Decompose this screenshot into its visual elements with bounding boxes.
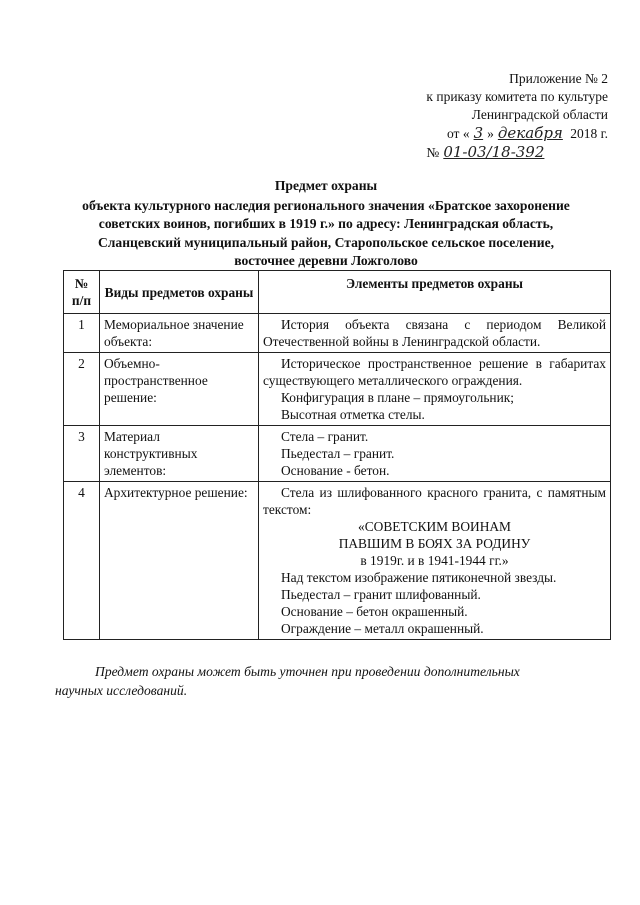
title-line-4: восточнее деревни Ложголово xyxy=(234,253,418,268)
header-elements: Элементы предметов охраны xyxy=(259,271,611,314)
row-kind: Объемно-пространственное решение: xyxy=(100,353,259,426)
title-heading: Предмет охраны xyxy=(274,178,378,193)
footer-line-2: научных исследований. xyxy=(55,683,188,698)
element-text: Историческое пространственное решение в габаритах существующего металлического ограждения. xyxy=(263,356,606,388)
element-text: Конфигурация в плане – прямоугольник; xyxy=(281,390,514,405)
date-prefix: от « xyxy=(446,126,470,141)
header-kind: Виды предметов охраны xyxy=(100,271,259,314)
title-line-1: объекта культурного наследия регионального значения «Братское захоронение xyxy=(82,197,570,213)
title-line-3: Сланцевский муниципальный район, Старопольское сельское поселение, xyxy=(97,234,554,250)
footer-note xyxy=(55,662,610,700)
appendix-date xyxy=(426,124,608,143)
element-text: Стела – гранит. xyxy=(281,429,369,444)
date-month-handwritten: декабря xyxy=(497,124,563,142)
row-kind: Материал конструктивных элементов: xyxy=(100,426,259,482)
row-num: 1 xyxy=(64,314,100,353)
protection-table xyxy=(63,270,611,640)
element-text: Высотная отметка стелы. xyxy=(281,407,425,422)
element-text: Пьедестал – гранит. xyxy=(281,446,395,461)
element-text: Над текстом изображение пятиконечной звезды. xyxy=(281,570,557,585)
row-num: 3 xyxy=(64,426,100,482)
appendix-title: Приложение № 2 xyxy=(509,71,608,86)
appendix-number xyxy=(426,143,608,162)
date-year: 2018 г. xyxy=(570,126,608,141)
memorial-text-line-3: в 1919г. и в 1941-1944 гг.» xyxy=(360,553,509,568)
date-mid: » xyxy=(487,126,494,141)
element-text: Основание – бетон окрашенный. xyxy=(281,604,468,619)
table-row xyxy=(64,353,611,426)
number-handwritten: 01-03/18-392 xyxy=(443,143,545,161)
element-text: Пьедестал – гранит шлифованный. xyxy=(281,587,481,602)
number-prefix: № xyxy=(426,145,440,160)
table-row xyxy=(64,482,611,640)
element-text: Ограждение – металл окрашенный. xyxy=(281,621,484,636)
table-header-row xyxy=(64,271,611,314)
row-elements xyxy=(259,426,611,482)
row-elements xyxy=(259,482,611,640)
element-text: История объекта связана с периодом Великой Отечественной войны в Ленинградской области. xyxy=(263,317,606,349)
row-num: 2 xyxy=(64,353,100,426)
memorial-text-line-2: ПАВШИМ В БОЯХ ЗА РОДИНУ xyxy=(338,536,531,551)
header-num-line2: п/п xyxy=(71,293,92,308)
element-text: Стела из шлифованного красного гранита, с памятным текстом: xyxy=(263,485,606,517)
document-title xyxy=(40,177,612,271)
row-kind: Архитектурное решение: xyxy=(100,482,259,640)
row-elements xyxy=(259,314,611,353)
row-elements xyxy=(259,353,611,426)
appendix-order-ref: к приказу комитета по культуре xyxy=(426,89,608,104)
title-line-2: советских воинов, погибших в 1919 г.» по адресу: Ленинградская область, xyxy=(98,216,554,231)
table-row xyxy=(64,314,611,353)
memorial-text-line-1: «СОВЕТСКИМ ВОИНАМ xyxy=(358,519,511,534)
table-row xyxy=(64,426,611,482)
row-kind: Мемориальное значение объекта: xyxy=(100,314,259,353)
header-num xyxy=(64,271,100,314)
date-day-handwritten: 3 xyxy=(473,124,484,142)
appendix-header xyxy=(426,70,608,162)
row-num: 4 xyxy=(64,482,100,640)
appendix-region: Ленинградской области xyxy=(471,107,608,122)
footer-line-1: Предмет охраны может быть уточнен при проведении дополнительных xyxy=(95,664,520,679)
header-num-line1: № xyxy=(74,276,89,291)
element-text: Основание - бетон. xyxy=(281,463,390,478)
